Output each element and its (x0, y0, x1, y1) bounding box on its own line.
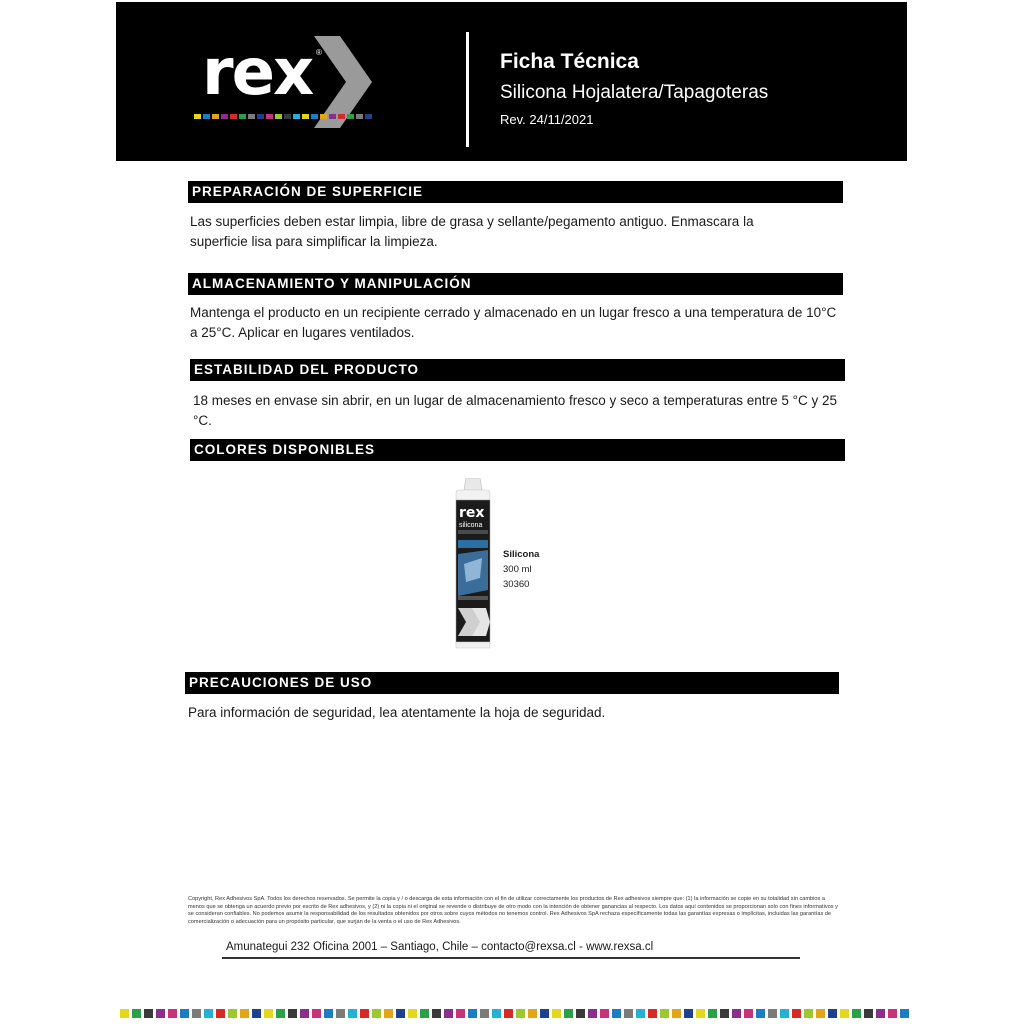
color-dot (420, 1009, 429, 1018)
product-label-volume: 300 ml (503, 564, 532, 575)
color-dot (684, 1009, 693, 1018)
color-dot (468, 1009, 477, 1018)
color-dot (284, 114, 291, 119)
color-dot (180, 1009, 189, 1018)
color-dot (203, 114, 210, 119)
section-heading-preparacion: PREPARACIÓN DE SUPERFICIE (188, 181, 843, 203)
color-dot (194, 114, 201, 119)
color-dot (480, 1009, 489, 1018)
tube-brand-text: rex (459, 505, 485, 521)
color-dot (828, 1009, 837, 1018)
color-dot (624, 1009, 633, 1018)
color-dot (576, 1009, 585, 1018)
color-dot (384, 1009, 393, 1018)
color-dot (456, 1009, 465, 1018)
color-dot (528, 1009, 537, 1018)
color-dot (192, 1009, 201, 1018)
color-dot (120, 1009, 129, 1018)
color-dot (204, 1009, 213, 1018)
color-dot (612, 1009, 621, 1018)
color-dot (230, 114, 237, 119)
color-dot (768, 1009, 777, 1018)
color-dot (900, 1009, 909, 1018)
company-address: Amunategui 232 Oficina 2001 – Santiago, Chile – contacto@rexsa.cl - www.rexsa.cl (226, 941, 654, 953)
section-text-almacenamiento: Mantenga el producto en un recipiente cerrado y almacenado en un lugar fresco a una temperatura de 10°C a 25°C. Aplicar en lugares ventilados. (190, 305, 837, 340)
color-dot (248, 114, 255, 119)
revision-date: Rev. 24/11/2021 (500, 112, 594, 127)
footer-color-strip (120, 1009, 909, 1018)
color-dot (221, 114, 228, 119)
header-banner (116, 2, 907, 161)
color-dot (338, 114, 345, 119)
section-text-preparacion: Las superficies deben estar limpia, libre de grasa y sellante/pegamento antiguo. Enmascara la superficie lisa para simplificar la limpieza. (190, 214, 754, 249)
color-dot (540, 1009, 549, 1018)
color-dot (312, 1009, 321, 1018)
color-dot (347, 114, 354, 119)
color-dot (239, 114, 246, 119)
color-dot (648, 1009, 657, 1018)
color-dot (356, 114, 363, 119)
logo-registered-mark: ® (316, 48, 322, 57)
color-dot (840, 1009, 849, 1018)
color-dot (252, 1009, 261, 1018)
color-dot (672, 1009, 681, 1018)
product-info (503, 547, 539, 592)
color-dot (336, 1009, 345, 1018)
color-dot (600, 1009, 609, 1018)
color-dot (257, 114, 264, 119)
color-dot (756, 1009, 765, 1018)
color-dot (396, 1009, 405, 1018)
color-dot (636, 1009, 645, 1018)
color-dot (564, 1009, 573, 1018)
color-dot (492, 1009, 501, 1018)
color-dot (876, 1009, 885, 1018)
section-heading-colores: COLORES DISPONIBLES (190, 439, 845, 461)
color-dot (348, 1009, 357, 1018)
color-dot (264, 1009, 273, 1018)
color-dot (864, 1009, 873, 1018)
document-title: Ficha Técnica (500, 50, 639, 73)
color-dot (288, 1009, 297, 1018)
color-dot (708, 1009, 717, 1018)
color-dot (132, 1009, 141, 1018)
color-dot (302, 114, 309, 119)
rex-logo (194, 36, 384, 131)
color-dot (240, 1009, 249, 1018)
color-dot (804, 1009, 813, 1018)
color-dot (408, 1009, 417, 1018)
legal-notice: Copyright, Rex Adhesivos SpA. Todos los derechos reservados. Se permite la copia y / o descarga de esta información con el fin de utilizar correctamente los productos de Rex adhesivos siempre que: (1) la información se copie en su totalidad sin cambios a menos que se obtenga un acuerdo previo por escrito de Rex adhesivos, y (2) ni la copia ni el original se revende o distribuye de otro modo con la intención de obtener ganancias al respecto. Los datos aquí contenidos se proporcionan solo con fines informativos y se consideran confiables. No podemos asumir la responsabilidad de los resultados obtenidos por otros sobre cuyos métodos no tenemos control. Rex Adhesivos SpA rechaza específicamente todas las garantías expresas o implícitas, incluidas las garantías de comercialización o adecuación para un propósito particular, que surjan de la venta o el uso de Rex Adhesivos. (188, 896, 838, 925)
silicone-tube-image (452, 478, 494, 650)
color-dot (212, 114, 219, 119)
color-dot (552, 1009, 561, 1018)
section-heading-estabilidad: ESTABILIDAD DEL PRODUCTO (190, 359, 845, 381)
color-dot (300, 1009, 309, 1018)
color-dot (228, 1009, 237, 1018)
product-name: Silicona Hojalatera/Tapagoteras (500, 82, 769, 103)
color-dot (792, 1009, 801, 1018)
color-dot (275, 114, 282, 119)
color-dot (168, 1009, 177, 1018)
color-dot (360, 1009, 369, 1018)
logo-wordmark: rex (202, 36, 313, 110)
color-dot (504, 1009, 513, 1018)
color-dot (780, 1009, 789, 1018)
color-dot (444, 1009, 453, 1018)
color-dot (852, 1009, 861, 1018)
color-dot (588, 1009, 597, 1018)
color-dot (816, 1009, 825, 1018)
color-dot (276, 1009, 285, 1018)
color-dot (372, 1009, 381, 1018)
color-dot (144, 1009, 153, 1018)
color-dot (720, 1009, 729, 1018)
footer-divider (222, 957, 800, 959)
logo-color-strip (194, 114, 372, 119)
color-dot (744, 1009, 753, 1018)
header-divider (466, 32, 469, 147)
section-heading-precauciones: PRECAUCIONES DE USO (185, 672, 839, 694)
color-dot (293, 114, 300, 119)
product-label-name: Silicona (503, 549, 540, 560)
section-text-estabilidad: 18 meses en envase sin abrir, en un lugar de almacenamiento fresco y seco a temperaturas entre 5 °C y 25 °C. (193, 393, 837, 428)
color-dot (216, 1009, 225, 1018)
color-dot (888, 1009, 897, 1018)
color-dot (432, 1009, 441, 1018)
color-dot (365, 114, 372, 119)
color-dot (156, 1009, 165, 1018)
color-dot (324, 1009, 333, 1018)
color-dot (320, 114, 327, 119)
color-dot (266, 114, 273, 119)
color-dot (329, 114, 336, 119)
section-text-precauciones: Para información de seguridad, lea atentamente la hoja de seguridad. (188, 705, 606, 720)
section-heading-almacenamiento: ALMACENAMIENTO Y MANIPULACIÓN (188, 273, 843, 295)
color-dot (732, 1009, 741, 1018)
tube-label-text: silicona (459, 522, 483, 529)
color-dot (660, 1009, 669, 1018)
product-label-code: 30360 (503, 579, 530, 590)
color-dot (311, 114, 318, 119)
color-dot (696, 1009, 705, 1018)
color-dot (516, 1009, 525, 1018)
